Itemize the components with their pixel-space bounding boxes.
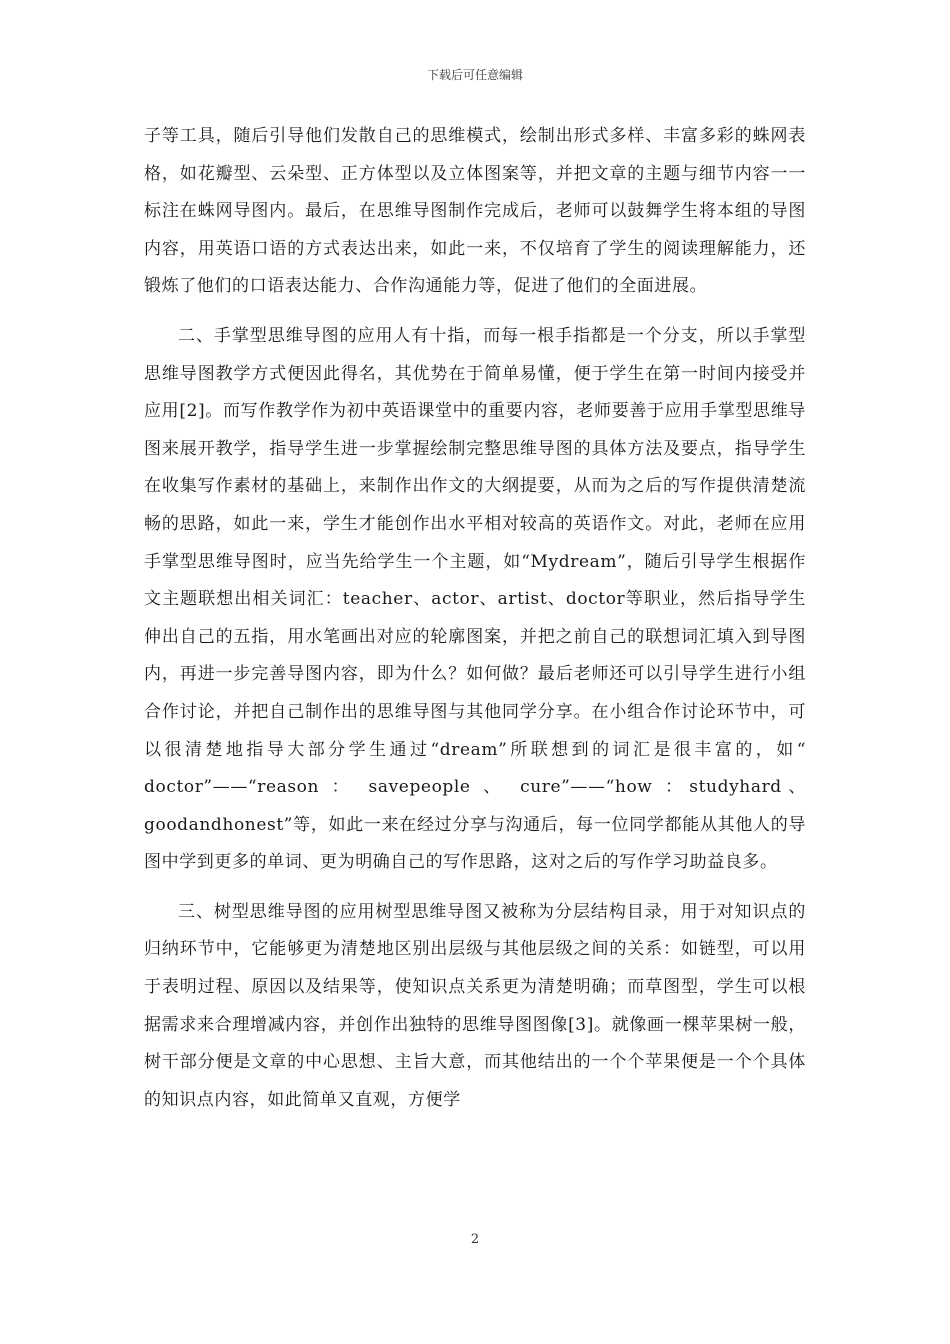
page-number: 2: [470, 1232, 480, 1247]
paragraph-palm-mind-map: 二、手掌型思维导图的应用人有十指，而每一根手指都是一个分支，所以手掌型思维导图教学方式便因此得名，其优势在于简单易懂，便于学生在第一时间内接受并应用[2]。而写作教学作为初中英语课堂中的重要内容，老师要善于应用手掌型思维导图来展开教学，指导学生进一步掌握绘制完整思维导图的具体方法及要点，指导学生在收集写作素材的基础上，来制作出作文的大纲提要，从而为之后的写作提供清楚流畅的思路，如此一来，学生才能创作出水平相对较高的英语作文。对此，老师在应用手掌型思维导图时，应当先给学生一个主题，如“Mydream”，随后引导学生根据作文主题联想出相关词汇：teacher、actor、artist、doctor等职业，然后指导学生伸出自己的五指，用水笔画出对应的轮廓图案，并把之前自己的联想词汇填入到导图内，再进一步完善导图内容，即为什么？如何做？最后老师还可以引导学生进行小组合作讨论，并把自己制作出的思维导图与其他同学分享。在小组合作讨论环节中，可以很清楚地指导大部分学生通过“dream”所联想到的词汇是很丰富的，如“ doctor”——“reason ： savepeople 、 cure”——“how ：studyhard、goodandhonest”等，如此一来在经过分享与沟通后，每一位同学都能从其他人的导图中学到更多的单词、更为明确自己的写作思路，这对之后的写作学习助益良多。: [144, 325, 806, 873]
paragraph-tree-mind-map: 三、树型思维导图的应用树型思维导图又被称为分层结构目录，用于对知识点的归纳环节中，它能够更为清楚地区别出层级与其他层级之间的关系：如链型，可以用于表明过程、原因以及结果等，使知识点关系更为清楚明确；而草图型，学生可以根据需求来合理增减内容，并创作出独特的思维导图图像[3]。就像画一棵苹果树一般，树干部分便是文章的中心思想、主旨大意，而其他结出的一个个苹果便是一个个具体的知识点内容，如此简单又直观，方便学: [144, 901, 806, 1110]
paragraph-continuation: 子等工具，随后引导他们发散自己的思维模式，绘制出形式多样、丰富多彩的蛛网表格，如花瓣型、云朵型、正方体型以及立体图案等，并把文章的主题与细节内容一一标注在蛛网导图内。最后，在思维导图制作完成后，老师可以鼓舞学生将本组的导图内容，用英语口语的方式表达出来，如此一来，不仅培育了学生的阅读理解能力，还锻炼了他们的口语表达能力、合作沟通能力等，促进了他们的全面进展。: [144, 126, 806, 297]
page-header: 下载后可任意编辑: [426, 68, 523, 82]
document-body: [144, 118, 806, 1131]
